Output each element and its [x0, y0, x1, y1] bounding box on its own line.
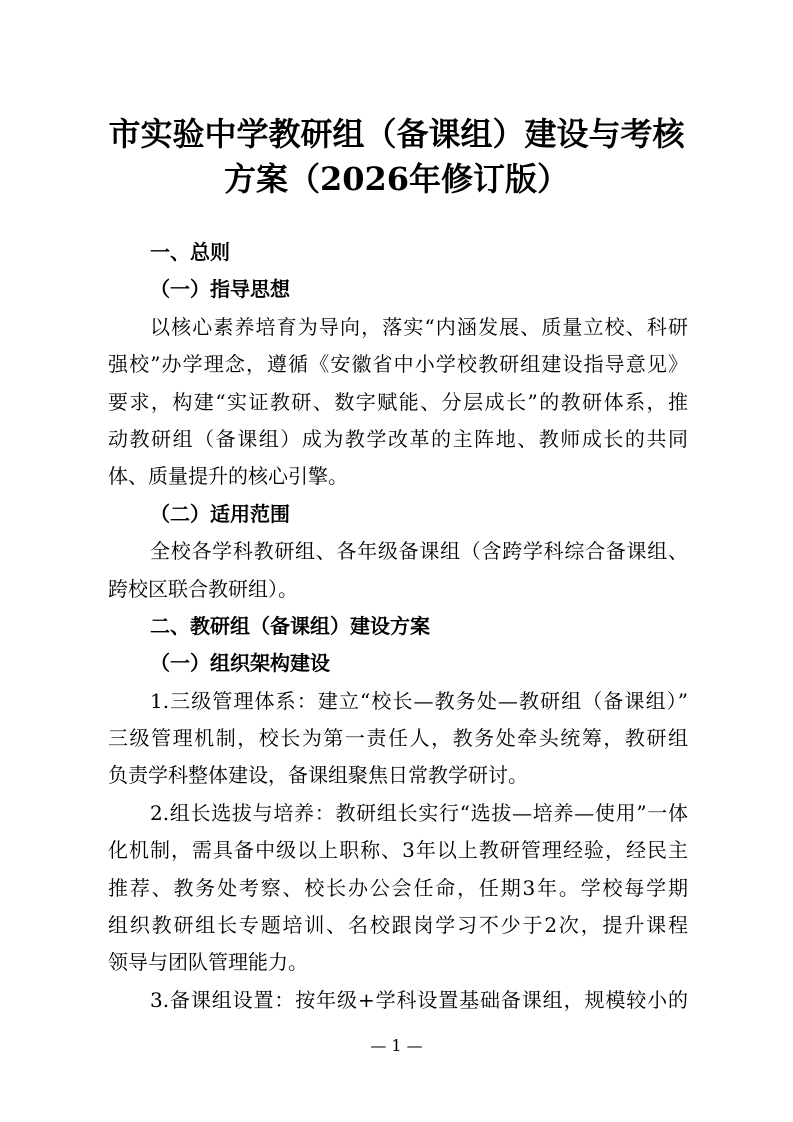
paragraph-line: 三级管理机制，校长为第一责任人，教务处牵头统筹，教研组 [108, 726, 688, 751]
document-title [0, 112, 793, 202]
title-line-1: 市实验中学教研组（备课组）建设与考核 [108, 115, 685, 153]
paragraph-line: 体、质量提升的核心引擎。 [108, 464, 348, 489]
paragraph-line: 跨校区联合教研组）。 [108, 576, 298, 601]
paragraph-line: 1.三级管理体系：建立“校长—教务处—教研组（备课组）” [150, 688, 688, 713]
paragraph-line: 动教研组（备课组）成为教学改革的主阵地、教师成长的共同 [108, 426, 688, 451]
paragraph-line: 以核心素养培育为导向，落实“内涵发展、质量立校、科研 [150, 314, 688, 339]
title-line-2: 方案（2026年修订版） [223, 160, 570, 198]
paragraph-line: 要求，构建“实证教研、数字赋能、分层成长”的教研体系，推 [108, 389, 688, 414]
subsection-heading: （一）组织架构建设 [150, 651, 330, 676]
page-number: — 1 — [370, 1036, 423, 1055]
paragraph-line: 全校各学科教研组、各年级备课组（含跨学科综合备课组、 [150, 539, 688, 564]
paragraph-line: 强校”办学理念，遵循《安徽省中小学校教研组建设指导意见》 [108, 352, 688, 377]
section-heading: 一、总则 [150, 240, 230, 264]
subsection-heading: （一）指导思想 [150, 277, 290, 302]
section-heading: 二、教研组（备课组）建设方案 [150, 613, 430, 638]
paragraph-line: 组织教研组长专题培训、名校跟岗学习不少于2次，提升课程 [108, 913, 688, 938]
paragraph-line: 负责学科整体建设，备课组聚焦日常教学研讨。 [108, 763, 528, 788]
paragraph-line: 化机制，需具备中级以上职称、3年以上教研管理经验，经民主 [108, 838, 688, 863]
paragraph-line: 推荐、教务处考察、校长办公会任命，任期3年。学校每学期 [108, 875, 688, 900]
document-body [108, 234, 688, 1019]
paragraph-line: 领导与团队管理能力。 [108, 950, 308, 975]
paragraph-line: 2.组长选拔与培养：教研组长实行“选拔—培养—使用”一体 [150, 800, 688, 825]
paragraph-line: 3.备课组设置：按年级+学科设置基础备课组，规模较小的 [150, 987, 688, 1012]
subsection-heading: （二）适用范围 [150, 501, 290, 526]
